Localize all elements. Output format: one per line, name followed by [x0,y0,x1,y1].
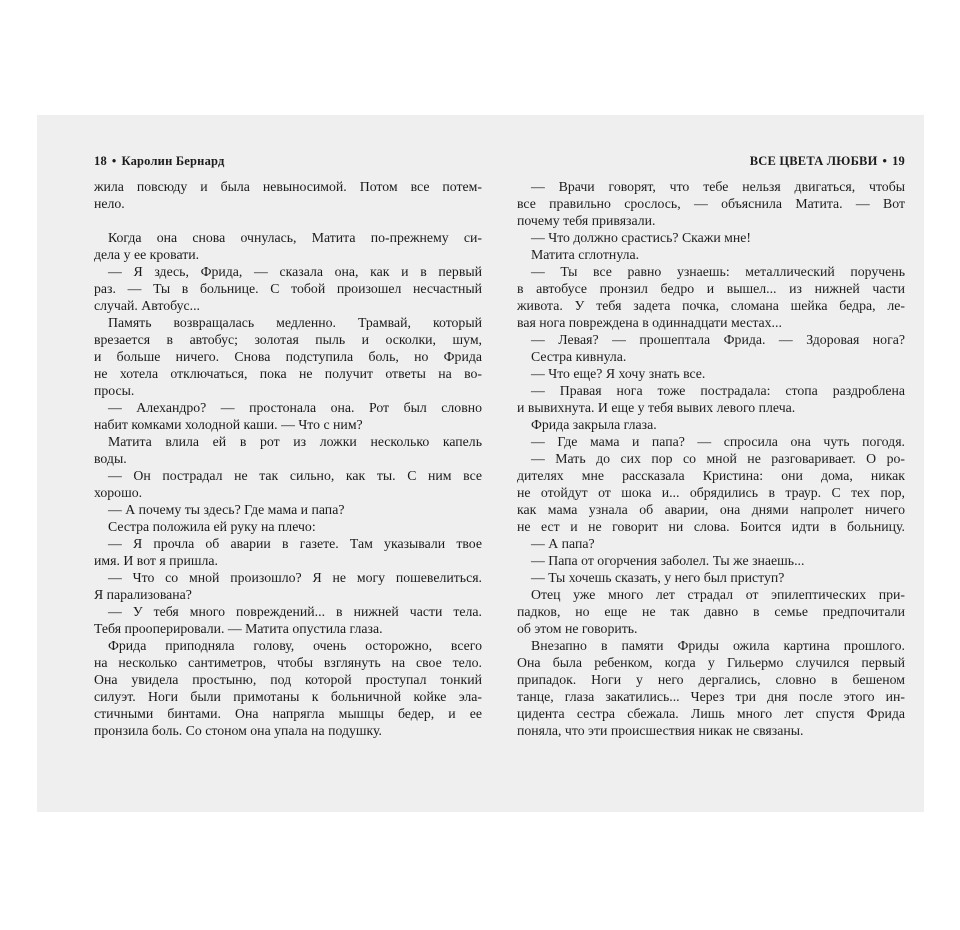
text-line: стичными бинтами. Она напрягла мышцы бедер, и ее [94,706,482,721]
book-spread [37,115,924,812]
text-line: Она увидела простыню, под которой проступал тонкий [94,672,482,687]
text-line: пронзила боль. Со стоном она упала на подушку. [94,723,382,738]
left-head-separator: • [111,154,117,168]
text-line: воды. [94,451,127,466]
text-line: Память возвращалась медленно. Трамвай, который [108,315,482,330]
text-line: Отец уже много лет страдал от эпилептических при- [531,587,905,602]
text-line: — Я прочла об аварии в газете. Там указывали твое [108,536,482,551]
text-line: Тебя прооперировали. — Матита опустила глаза. [94,621,383,636]
right-page-text [517,178,905,739]
left-running-head [94,154,482,170]
text-line: Сестра положила ей руку на плечо: [108,519,316,534]
text-line: не хотела отключаться, пока не получит ответы на во- [94,366,482,381]
text-line: жила повсюду и была невыносимой. Потом все потем- [94,179,482,194]
text-line: Фрида закрыла глаза. [531,417,657,432]
text-line: Фрида приподняла голову, очень осторожно, всего [108,638,482,653]
left-page-number: 18 [94,154,107,168]
text-line: Матита сглотнула. [531,247,640,262]
text-line: все правильно срослось, — объяснила Матита. — Вот [517,196,905,211]
text-line: имя. И вот я пришла. [94,553,218,568]
text-line: и вывихнута. И еще у тебя вывих левого плеча. [517,400,796,415]
right-book-title: ВСЕ ЦВЕТА ЛЮБВИ [749,154,878,168]
text-line: припадок. Ноги у него дергались, словно в бешеном [517,672,905,687]
text-line: живота. У тебя задета почка, сломана шейка бедра, ле- [517,298,905,313]
text-line: как мама узнала об аварии, она днями напролет ничего [517,502,905,517]
text-line: — Правая нога тоже пострадала: стопа раздроблена [531,383,905,398]
text-line: поняла, что эти происшествия никак не связаны. [517,723,804,738]
text-line: дела у ее кровати. [94,247,200,262]
left-author-name: Каролин Бернард [121,154,225,168]
text-line: — Он пострадал не так сильно, как ты. С ним все [108,468,482,483]
text-line: просы. [94,383,135,398]
text-line: — Ты хочешь сказать, у него был приступ? [531,570,785,585]
text-line: — Ты все равно узнаешь: металлический поручень [531,264,905,279]
text-line: — Левая? — прошептала Фрида. — Здоровая нога? [531,332,905,347]
text-line: об этом не говорить. [517,621,638,636]
text-line: силуэт. Ноги были примотаны к больничной койке эла- [94,689,482,704]
text-line: врезается в автобус; золотая пыль и осколки, шум, [94,332,482,347]
text-line: — Где мама и папа? — спросила она чуть погодя. [531,434,905,449]
text-line: случай. Автобус... [94,298,200,313]
left-page [94,115,482,812]
right-page-number: 19 [892,154,905,168]
text-line: — Что со мной произошло? Я не могу пошевелиться. [108,570,482,585]
text-line: на несколько сантиметров, чтобы взглянуть на свое тело. [94,655,482,670]
text-line: — Я здесь, Фрида, — сказала она, как и в первый [108,264,482,279]
right-head-separator: • [882,154,888,168]
text-line: — А папа? [531,536,595,551]
text-line: падков, но еще не так давно в семье предпочитали [517,604,905,619]
text-line: — Что еще? Я хочу знать все. [531,366,706,381]
left-page-text [94,178,482,739]
text-line: — Алехандро? — простонала она. Рот был словно [108,400,482,415]
text-line: набит комками холодной каши. — Что с ним? [94,417,363,432]
text-line: Сестра кивнула. [531,349,627,364]
text-line: нело. [94,196,125,211]
text-line: и больше ничего. Снова подступила боль, но Фрида [94,349,482,364]
text-line: Я парализована? [94,587,192,602]
text-line: цидента сестра сбежала. Лишь много лет спустя Фрида [517,706,905,721]
text-line: дителях мне рассказала Кристина: они дома, никак [517,468,905,483]
text-line: не ест и не говорит ни слова. Боится идти в больницу. [517,519,905,534]
text-line: — Мать до сих пор со мной не разговаривает. О ро- [531,451,905,466]
right-running-head [517,154,905,170]
text-line: Матита влила ей в рот из ложки несколько капель [108,434,482,449]
text-line [94,212,482,229]
text-line: Когда она снова очнулась, Матита по-прежнему си- [108,230,482,245]
text-line: не отойдут от шока и... обрядились в траур. С тех пор, [517,485,905,500]
text-line: вая нога повреждена в одиннадцати местах... [517,315,782,330]
text-line: Она была ребенком, когда у Гильермо случился первый [517,655,905,670]
text-line: — Что должно срастись? Скажи мне! [531,230,751,245]
text-line: почему тебя привязали. [517,213,656,228]
text-line: Внезапно в памяти Фриды ожила картина прошлого. [531,638,905,653]
text-line: раз. — Ты в больнице. С тобой произошел несчастный [94,281,482,296]
text-line: танце, глаза закатились... Через три дня после этого ин- [517,689,905,704]
right-page [517,115,905,812]
text-line: — А почему ты здесь? Где мама и папа? [108,502,345,517]
text-line: хорошо. [94,485,143,500]
text-line: — Врачи говорят, что тебе нельзя двигаться, чтобы [531,179,905,194]
text-line: — У тебя много повреждений... в нижней части тела. [108,604,482,619]
text-line: — Папа от огорчения заболел. Ты же знаешь... [531,553,805,568]
text-line: в автобусе пронзил бедро и вышел... из нижней части [517,281,905,296]
